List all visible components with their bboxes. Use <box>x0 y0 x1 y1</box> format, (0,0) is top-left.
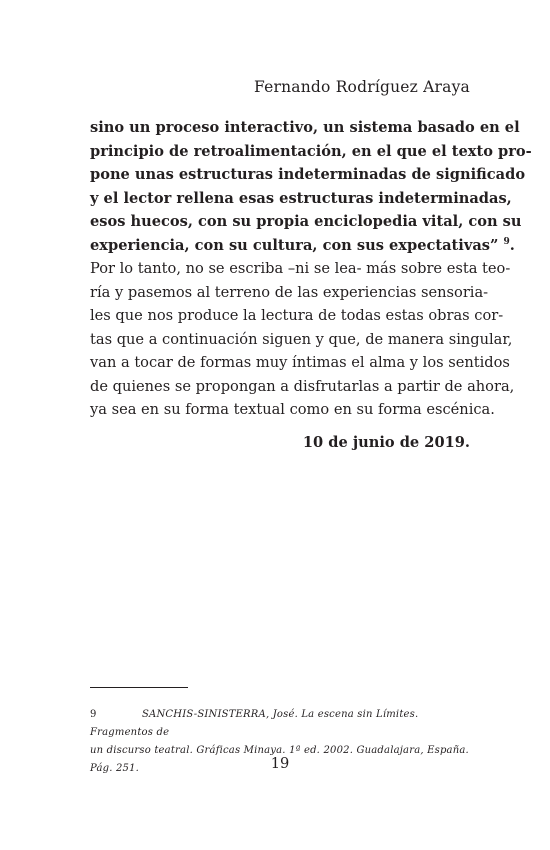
quote-line: pone unas estructuras indeterminadas de significado <box>90 166 526 183</box>
footnote-text-line-2: un discurso teatral. Gráficas Minaya. 1ª ed. 2002. Guadalajara, España. Pág. 251. <box>90 745 469 774</box>
footnote-number: 9 <box>90 709 97 720</box>
quote-line: sino un proceso interactivo, un sistema basado en el <box>90 119 520 136</box>
body-line: van a tocar de formas muy íntimas el alma y los sentidos <box>90 354 510 371</box>
page-number: 19 <box>270 755 290 772</box>
body-line: les que nos produce la lectura de todas estas obras cor- <box>90 307 504 324</box>
body-line: tas que a continuación siguen y que, de manera singular, <box>90 330 513 348</box>
quote-end-punctuation: . <box>509 236 515 254</box>
footnote-text-line-1: SANCHIS-SINISTERRA, José. La escena sin Límites. Fragmentos de <box>90 709 419 738</box>
body-line: ría y pasemos al terreno de las experiencias sensoria- <box>90 283 489 301</box>
quote-line-text: experiencia, con su cultura, con sus expectativas” <box>90 236 499 254</box>
body-line: de quienes se propongan a disfrutarlas a partir de ahora, <box>90 377 515 395</box>
body-paragraph <box>90 257 515 422</box>
running-header-author: Fernando Rodríguez Araya <box>254 78 470 96</box>
quote-last-line <box>90 234 515 258</box>
body-line: Por lo tanto, no se escriba –ni se lea- más sobre esta teo- <box>90 260 511 277</box>
footnote-reference-marker[interactable]: 9 <box>503 236 510 247</box>
quote-line: principio de retroalimentación, en el que el texto pro- <box>90 142 532 160</box>
quote-line: esos huecos, con su propia enciclopedia vital, con su <box>90 213 522 230</box>
quote-block <box>90 116 532 257</box>
signature-date: 10 de junio de 2019. <box>302 434 470 451</box>
body-line: ya sea en su forma textual como en su forma escénica. <box>90 401 495 418</box>
footnote-separator-rule <box>90 687 188 688</box>
quote-line: y el lector rellena esas estructuras indeterminadas, <box>90 189 512 207</box>
